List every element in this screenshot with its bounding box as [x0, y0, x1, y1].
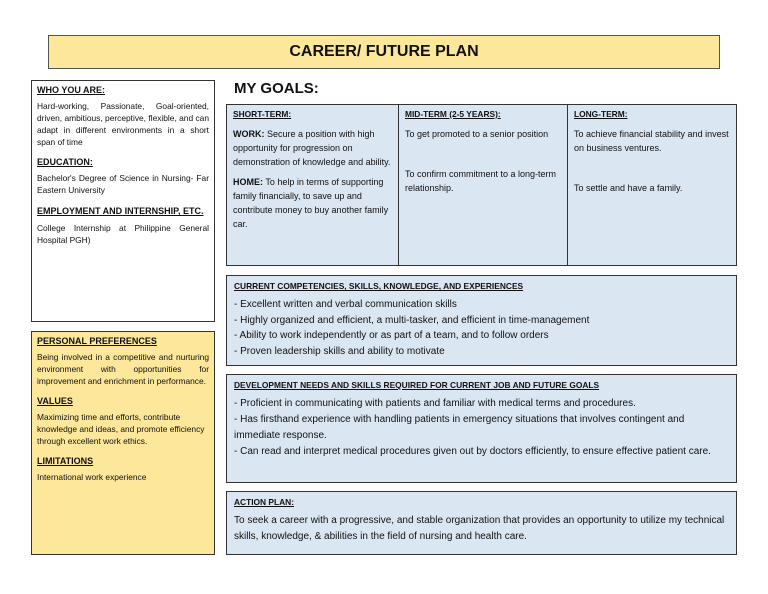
- action-plan-panel: [226, 491, 737, 555]
- development-item: - Has firsthand experience with handling patients in emergency situations that involves contingent and immediate response.: [234, 414, 685, 441]
- profile-panel: [31, 80, 215, 322]
- who-you-are-heading: WHO YOU ARE:: [37, 85, 106, 95]
- development-panel: [226, 374, 737, 483]
- competency-item: - Excellent written and verbal communication skills: [234, 299, 457, 310]
- competencies-panel: [226, 275, 737, 366]
- competencies-heading: CURRENT COMPETENCIES, SKILLS, KNOWLEDGE, AND EXPERIENCES: [234, 281, 524, 291]
- long-term-item-1: To achieve financial stability and invest on business ventures.: [574, 129, 729, 153]
- home-text: To help in terms of supporting family financially, to save up and contribute money to buy another family car.: [233, 177, 389, 229]
- education-text: Bachelor's Degree of Science in Nursing- Far Eastern University: [37, 173, 209, 195]
- competency-item: - Proven leadership skills and ability to motivate: [234, 345, 445, 357]
- values-text: Maximizing time and efforts, contribute knowledge and ideas, and promote efficiency through excellent work ethics.: [37, 412, 205, 446]
- employment-heading: EMPLOYMENT AND INTERNSHIP, ETC.: [37, 206, 204, 216]
- development-item: - Proficient in communicating with patients and familiar with medical terms and procedures.: [234, 398, 636, 409]
- who-you-are-text: Hard-working, Passionate, Goal-oriented, driven, ambitious, perceptive, flexible, and can adapt in different environments in a short span of time: [37, 101, 209, 147]
- mid-term-column: [398, 105, 567, 265]
- mid-term-item-1: To get promoted to a senior position: [405, 129, 549, 139]
- development-heading: DEVELOPMENT NEEDS AND SKILLS REQUIRED FOR CURRENT JOB AND FUTURE GOALS: [234, 380, 600, 390]
- page-title: CAREER/ FUTURE PLAN: [48, 35, 720, 69]
- action-plan-text: To seek a career with a progressive, and stable organization that provides an opportunity to utilize my technical skills, knowledge, & abilities in the field of nursing and health care.: [234, 515, 725, 542]
- personal-preferences-heading: PERSONAL PREFERENCES: [37, 336, 157, 346]
- work-label: WORK:: [233, 129, 265, 139]
- limitations-text: International work experience: [37, 472, 147, 482]
- my-goals-heading: MY GOALS:: [234, 80, 319, 97]
- goals-table: [226, 104, 737, 266]
- values-heading: VALUES: [37, 396, 73, 406]
- mid-term-heading: MID-TERM (2-5 YEARS):: [405, 109, 501, 119]
- short-term-column: [227, 105, 398, 265]
- home-label: HOME:: [233, 177, 263, 187]
- personal-preferences-text: Being involved in a competitive and nurturing environment with opportunities for improvement and enrichment in performance.: [37, 352, 209, 386]
- competency-item: - Ability to work independently or as part of a team, and to follow orders: [234, 330, 549, 341]
- long-term-item-2: To settle and have a family.: [574, 183, 683, 193]
- development-item: - Can read and interpret medical procedures given out by doctors efficiently, to ensure effective patient care.: [234, 446, 711, 457]
- long-term-column: [567, 105, 736, 265]
- action-plan-heading: ACTION PLAN:: [234, 497, 295, 507]
- mid-term-item-2: To confirm commitment to a long-term relationship.: [405, 169, 557, 193]
- short-term-home: [233, 175, 392, 231]
- work-text: Secure a position with high opportunity for progression on demonstration of knowledge and ability.: [233, 129, 391, 167]
- competency-item: - Highly organized and efficient, a multi-tasker, and efficient in time-management: [234, 314, 590, 326]
- long-term-heading: LONG-TERM:: [574, 109, 628, 119]
- preferences-panel: [31, 331, 215, 555]
- short-term-work: [233, 127, 392, 169]
- education-heading: EDUCATION:: [37, 157, 93, 167]
- employment-text: College Internship at Philippine General Hospital PGH): [37, 223, 209, 245]
- limitations-heading: LIMITATIONS: [37, 456, 94, 466]
- short-term-heading: SHORT-TERM:: [233, 109, 292, 119]
